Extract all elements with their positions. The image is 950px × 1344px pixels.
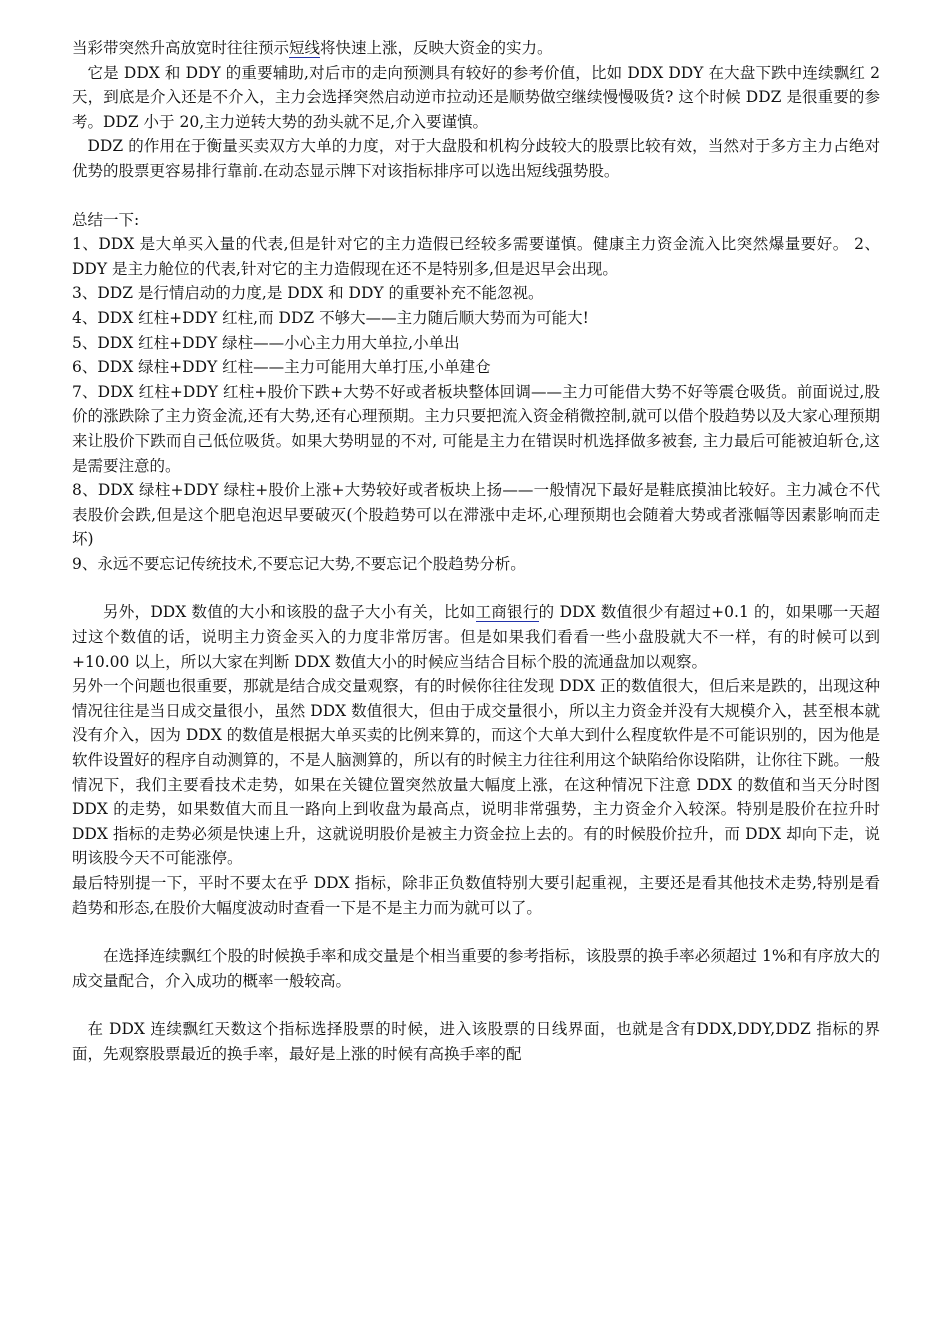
paragraph-ddz-role: DDZ 的作用在于衡量买卖双方大单的力度，对于大盘股和机构分歧较大的股票比较有效，当然对于多方主力占绝对优势的股票更容易排行靠前.在动态显示牌下对该指标排序可以选出短线强势股。: [72, 137, 880, 180]
text-segment: 另外，DDX 数值的大小和该股的盘子大小有关，比如: [103, 603, 476, 622]
summary-item: 1、DDX 是大单买入量的代表,但是针对它的主力造假已经较多需要谨慎。健康主力资金流入比突然爆量要好。 2、DDY 是主力舱位的代表,针对它的主力造假现在还不是特别多,但是迟早会出现。: [72, 235, 880, 278]
paragraph-final-note: 最后特别提一下，平时不要太在乎 DDX 指标，除非正负数值特别大要引起重视，主要还是看其他技术走势,特别是看趋势和形态,在股价大幅度波动时查看一下是不是主力而为就可以了。: [72, 874, 880, 917]
summary-item: 5、DDX 红柱+DDY 绿柱——小心主力用大单拉,小单出: [72, 333, 460, 352]
blank-line: [72, 920, 880, 944]
summary-item: 8、DDX 绿柱+DDY 绿柱+股价上涨+大势较好或者板块上扬——一般情况下最好是鞋底摸油比较好。主力减仓不代表股价会跌,但是这个肥皂泡迟早要破灭(个股趋势可以在滞涨中走坏,心理预期也会随着大势或者涨幅等因素影响而走坏): [72, 481, 880, 549]
text-segment: 的 DDX 数值很少有超过+0.1 的，如果哪一天超过这个数值的话，说明主力资金买入的力度非常厉害。但是如果我们看看一些小盘股就大不一样，有的时候可以到+10.00 以上，所以大家在判断 DDX 数值大小的时候应当结合目标个股的流通盘加以观察。: [72, 603, 880, 671]
blank-line: [72, 993, 880, 1017]
summary-item: 9、永远不要忘记传统技术,不要忘记大势,不要忘记个股趋势分析。: [72, 554, 526, 573]
text-segment: 将快速上涨，反映大资金的实力。: [320, 39, 553, 57]
summary-item: 3、DDZ 是行情启动的力度,是 DDX 和 DDY 的重要补充不能忽视。: [72, 284, 544, 303]
paragraph-turnover: 在选择连续飘红个股的时候换手率和成交量是个相当重要的参考指标，该股票的换手率必须超过 1%和有序放大的成交量配合，介入成功的概率一般较高。: [72, 947, 880, 990]
summary-item: 4、DDX 红柱+DDY 红柱,而 DDZ 不够大——主力随后顺大势而为可能大!: [72, 308, 589, 327]
document-body: [72, 36, 880, 1067]
paragraph-ddx-size: [72, 600, 880, 674]
paragraph-ddz-aux: 它是 DDX 和 DDY 的重要辅助,对后市的走向预测具有较好的参考价值，比如 DDX DDY 在大盘下跌中连续飘红 2 天，到底是介入还是不介入，主力会选择突然启动逆市拉动还是顺势做空继续慢慢吸货? 这个时候 DDZ 是很重要的参考。DDZ 小于 20,主力逆转大势的劲头就不足,介入要谨慎。: [72, 63, 880, 131]
paragraph-ddx-days: 在 DDX 连续飘红天数这个指标选择股票的时候，进入该股票的日线界面，也就是含有DDX,DDY,DDZ 指标的界面，先观察股票最近的换手率，最好是上涨的时候有高换手率的配: [72, 1020, 880, 1063]
paragraph-volume: 另外一个问题也很重要，那就是结合成交量观察，有的时候你往往发现 DDX 正的数值很大，但后来是跌的，出现这种情况往往是当日成交量很小，虽然 DDX 数值很大，但由于成交量很小，所以主力资金并没有大规模介入，甚至根本就没有介入，因为 DDX 的数值是根据大单买卖的比例来算的，而这个大单大到什么程度软件是不可能识别的，因为他是软件设置好的程序自动测算的，不是人脑测算的，所以有的时候主力往往利用这个缺陷给你设陷阱，让你往下跳。一般情况下，我们主要看技术走势，如果在关键位置突然放量大幅度上涨，在这种情况下注意 DDX 的数值和当天分时图 DDX 的走势，如果数值大而且一路向上到收盘为最高点，说明非常强势，主力资金介入较深。特别是股价在拉升时 DDX 指标的走势必须是快速上升，这就说明股价是被主力资金拉上去的。有的时候股价拉升，而 DDX 却向下走，说明该股今天不可能涨停。: [72, 677, 880, 868]
summary-item: 6、DDX 绿柱+DDY 红柱——主力可能用大单打压,小单建仓: [72, 358, 491, 377]
summary-item: 7、DDX 红柱+DDY 红柱+股价下跌+大势不好或者板块整体回调——主力可能借大势不好等震仓吸货。前面说过,股价的涨跌除了主力资金流,还有大势,还有心理预期。主力只要把流入资金稍微控制,就可以借个股趋势以及大家心理预期来让股价下跌而自己低位吸货。如果大势明显的不对, 可能是主力在错误时机选择做多被套, 主力最后可能被迫斩仓,这是需要注意的。: [72, 382, 880, 475]
short-term-link[interactable]: 短线: [289, 39, 321, 57]
summary-title: 总结一下:: [72, 210, 140, 229]
blank-line: [72, 576, 880, 600]
text-segment: 当彩带突然升高放宽时往往预示: [72, 39, 290, 57]
paragraph-intro: [72, 36, 880, 61]
icbc-link[interactable]: 工商银行: [475, 603, 539, 622]
blank-line: [72, 184, 880, 208]
